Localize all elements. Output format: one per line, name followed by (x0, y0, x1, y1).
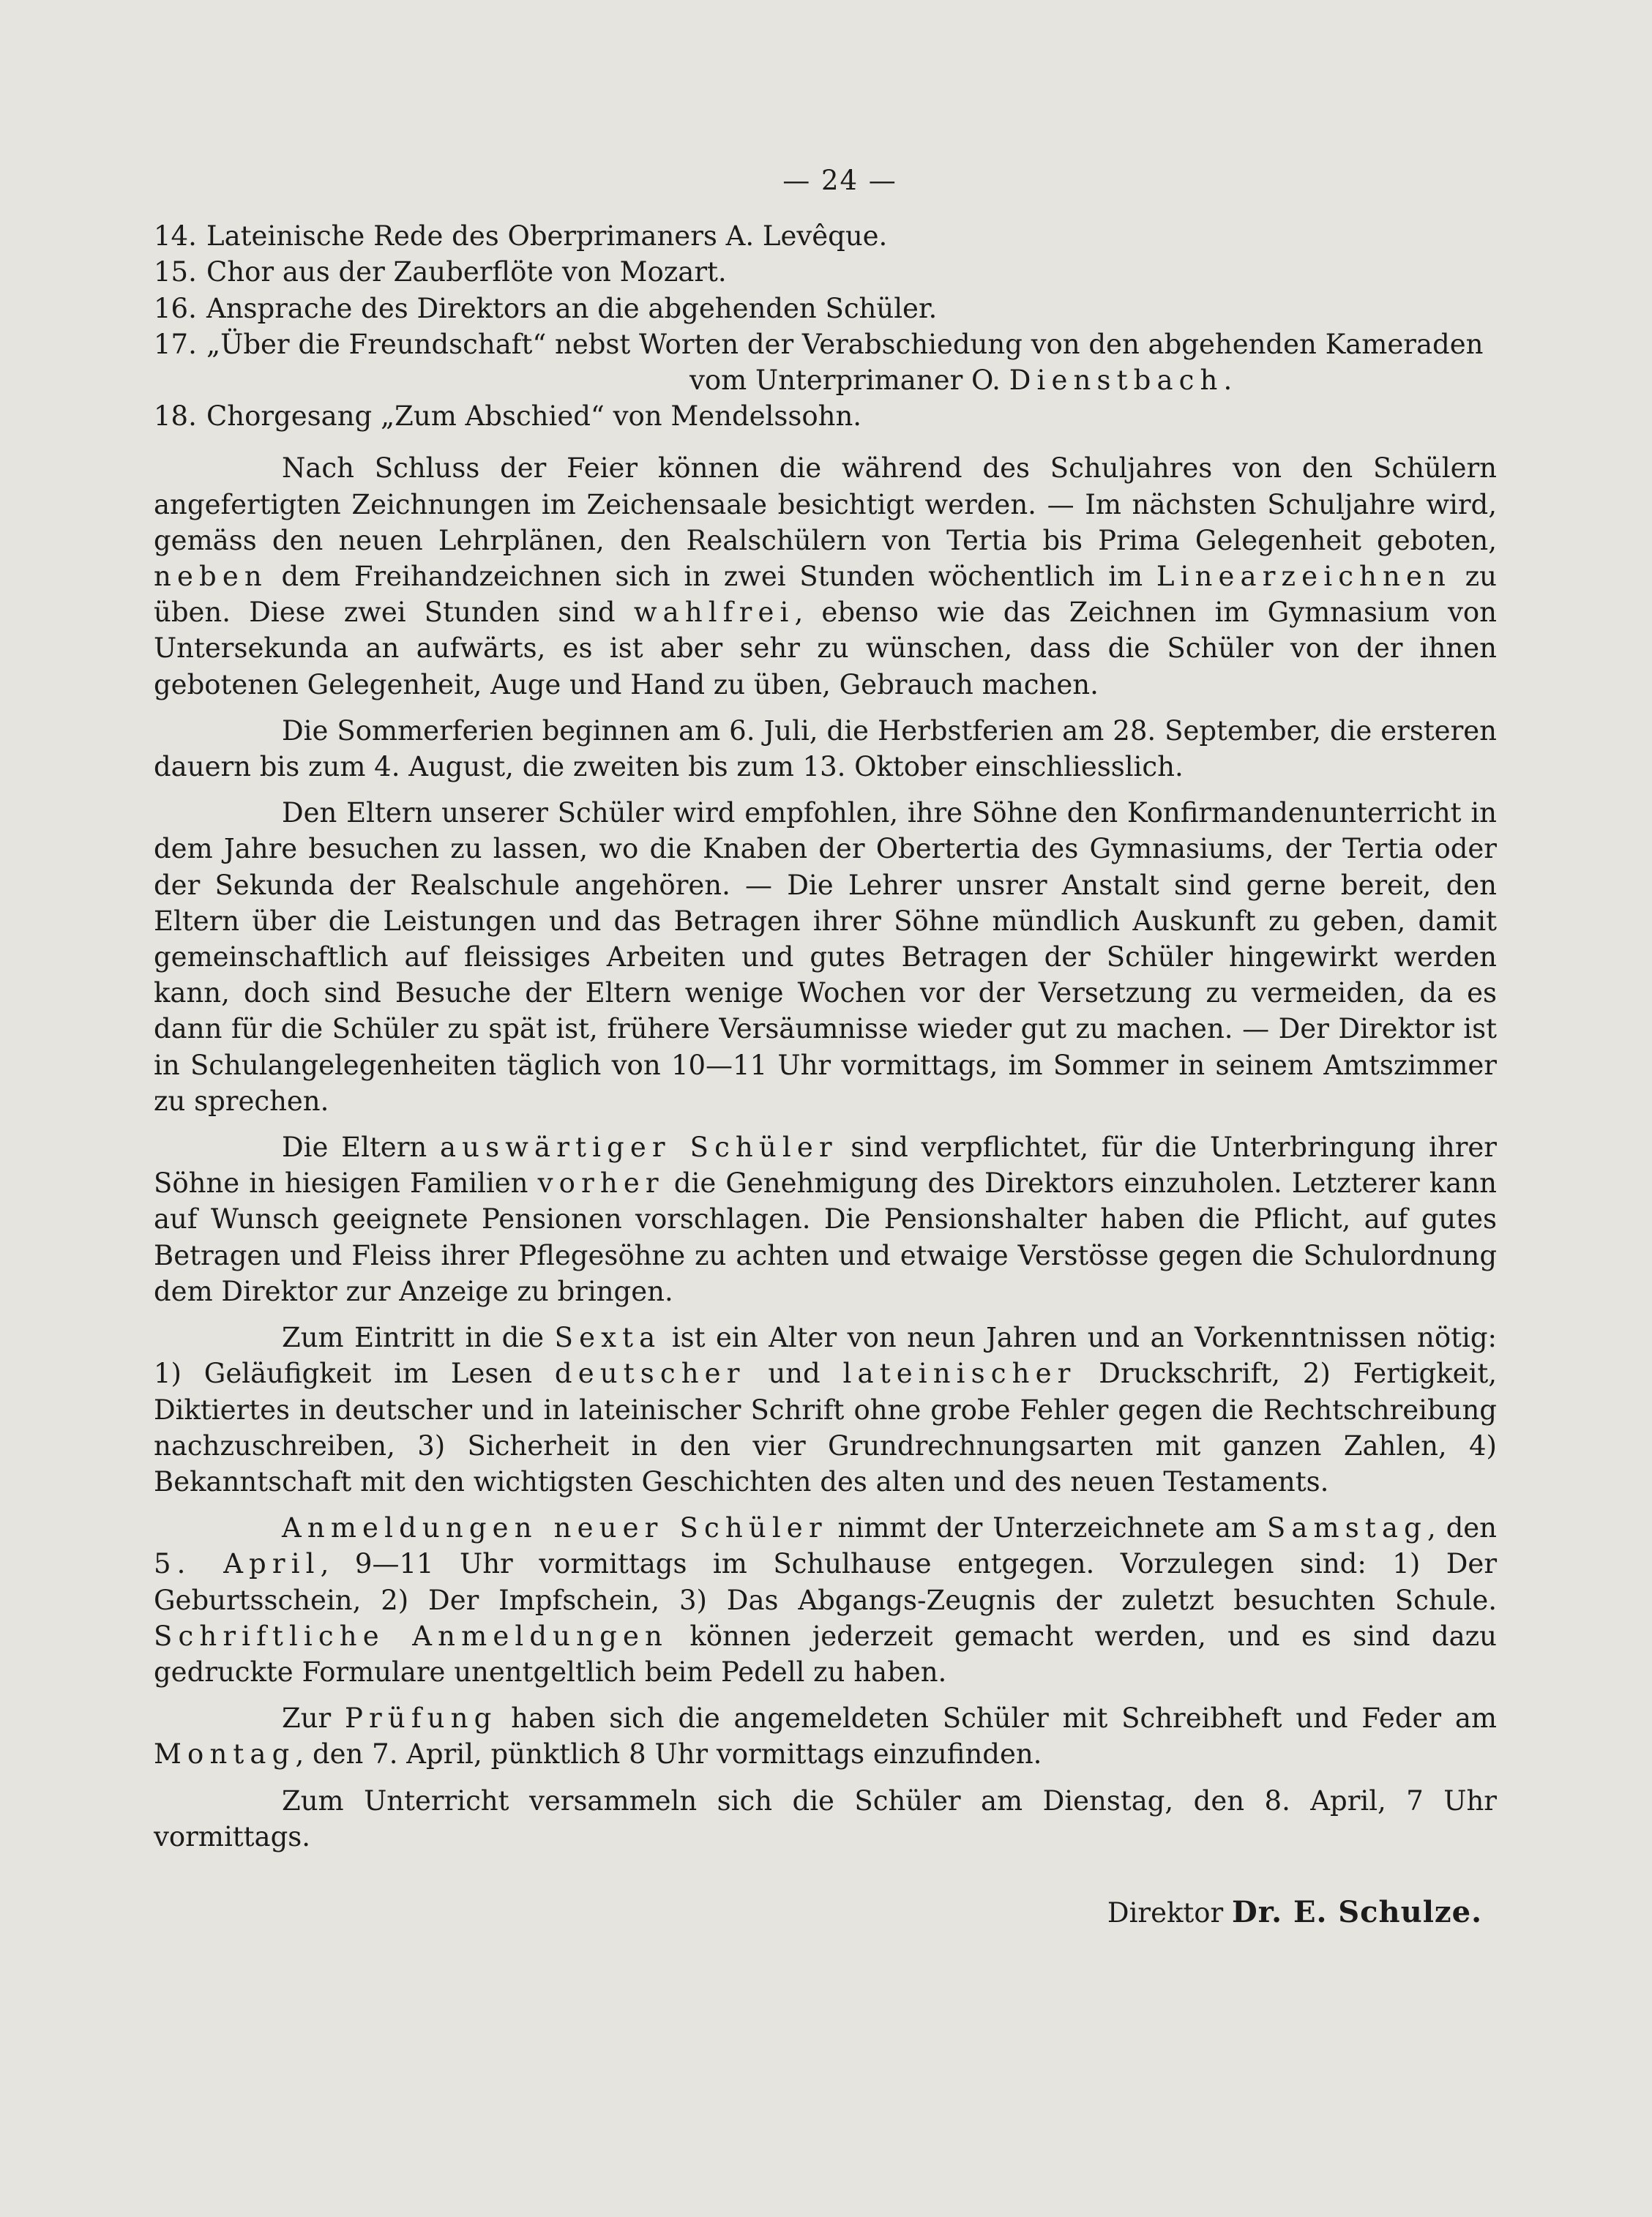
signature (154, 1894, 1497, 1931)
program-item-number: 15. (154, 256, 197, 288)
program-item-number: 16. (154, 292, 197, 324)
spaced-emphasis: Prüfung (344, 1702, 498, 1735)
paragraph-lessons-start: Zum Unterricht versammeln sich die Schüler am Dienstag, den 8. April, 7 Uhr vormittags. (154, 1784, 1497, 1853)
spaced-emphasis: vorher (537, 1167, 665, 1200)
signature-title: Direktor (1107, 1896, 1224, 1929)
paragraph-registration (154, 1510, 1497, 1690)
text-run: Druckschrift, 2) Fertigkeit, Diktiertes in deutscher und in lateinischer Schrift ohne grobe Fehler gegen die Rechtschreibung nachzuschreiben, 3) Sicherheit in den vier Grundrechnungsarten mit ganzen Zahlen, 4) Bekanntschaft mit den wichtigsten Geschichten des alten und des neuen Testaments. (154, 1358, 1497, 1498)
spaced-name: Dienstbach (1009, 364, 1224, 397)
paragraph-drawings (154, 450, 1497, 702)
signature-name: Dr. E. Schulze. (1232, 1894, 1482, 1929)
spaced-emphasis: Linearzeichnen (1156, 561, 1451, 593)
continuation-text: vom Unterprimaner O. (689, 364, 1009, 397)
program-item-text: Ansprache des Direktors an die abgehenden Schüler. (206, 292, 938, 324)
program-item-text: Lateinische Rede des Oberprimaners A. Levêque. (206, 220, 888, 253)
program-item (154, 254, 1497, 290)
text-run: , den (1427, 1512, 1497, 1544)
spaced-emphasis: auswärtiger Schüler (439, 1132, 838, 1164)
program-item (154, 398, 1497, 434)
spaced-emphasis: Schriftliche Anmeldungen (154, 1620, 668, 1652)
program-item (154, 218, 1497, 254)
text-run: nimmt der Unterzeichnete am (827, 1512, 1267, 1544)
paragraph-boarding (154, 1129, 1497, 1309)
program-list (154, 218, 1497, 434)
spaced-emphasis: deutscher (554, 1358, 746, 1390)
text-run: sind verpflichtet, für die Unterbringung ihrer Söhne in hiesigen Familien (154, 1132, 1497, 1200)
paragraph-admission-requirements (154, 1320, 1497, 1500)
program-item-number: 18. (154, 400, 197, 433)
text-run: Zur (282, 1702, 345, 1735)
spaced-emphasis: lateinischer (842, 1358, 1077, 1390)
spaced-emphasis: Anmeldungen neuer Schüler (282, 1512, 828, 1544)
text-run: Zum Eintritt in die (282, 1322, 555, 1354)
text-run: zu üben. Diese zwei Stunden sind (154, 561, 1497, 629)
text-run: , ebenso wie das Zeichnen im Gymnasium von Untersekunda an aufwärts, es ist aber sehr zu wünschen, dass die Schüler von der ihnen gebotenen Gelegenheit, Auge und Hand zu üben, Gebrauch machen. (154, 597, 1497, 700)
text-run: Die Eltern (282, 1132, 440, 1164)
program-item (154, 291, 1497, 326)
text-run: haben sich die angemeldeten Schüler mit Schreibheft und Feder am (497, 1702, 1497, 1735)
text-run: dem Freihandzeichnen sich in zwei Stunden wöchentlich im (267, 561, 1156, 593)
paragraph-parents: Den Eltern unserer Schüler wird empfohlen, ihre Söhne den Konfirmandenunterricht in dem Jahre besuchen zu lassen, wo die Knaben der Obertertia des Gymnasiums, der Tertia oder der Sekunda der Realschule angehören. — Die Lehrer unsrer Anstalt sind gerne bereit, den Eltern über die Leistungen und das Betragen ihrer Söhne mündlich Auskunft zu geben, damit gemeinschaftlich auf fleissiges Arbeiten und gutes Betragen der Schüler hingewirkt werden kann, doch sind Besuche der Eltern wenige Wochen vor der Versetzung zu vermeiden, da es dann für die Schüler zu spät ist, frühere Versäumnisse wieder gut zu machen. — Der Direktor ist in Schulangelegenheiten täglich von 10—11 Uhr vormittags, im Sommer in seinem Amtszimmer zu sprechen. (154, 797, 1497, 1117)
paragraph-examination (154, 1700, 1497, 1772)
spaced-emphasis: Montag (154, 1738, 296, 1771)
program-item-number: 14. (154, 220, 197, 253)
text-run: Nach Schluss der Feier können die während des Schuljahres von den Schülern angefertigten Zeichnungen im Zeichensaale besichtigt werden. — Im nächsten Schuljahre wird, gemäss den neuen Lehrplänen, den Realschülern von Tertia bis Prima Gelegenheit geboten, (154, 452, 1497, 556)
spaced-emphasis: 5. April (154, 1548, 321, 1580)
spaced-emphasis: Samstag (1266, 1512, 1427, 1544)
program-item (154, 326, 1497, 398)
spaced-emphasis: neben (154, 561, 268, 593)
page-number: — 24 — (782, 165, 897, 196)
program-item-number: 17. (154, 328, 197, 360)
program-item-text: Chorgesang „Zum Abschied“ von Mendelssohn. (206, 400, 862, 433)
spaced-emphasis: wahlfrei (633, 597, 795, 629)
paragraph-holidays: Die Sommerferien beginnen am 6. Juli, die Herbstferien am 28. September, die ersteren dauern bis zum 4. August, die zweiten bis zum 13. Oktober einschliesslich. (154, 714, 1497, 783)
text-run: können jederzeit gemacht werden, und es sind dazu gedruckte Formulare unentgeltlich beim Pedell zu haben. (154, 1620, 1498, 1688)
program-item-text (206, 326, 1497, 398)
text-run: ist ein Alter von neun Jahren und an Vorkenntnissen nötig: 1) Geläufigkeit im Lesen (154, 1322, 1497, 1390)
spaced-emphasis: Sexta (554, 1322, 662, 1354)
text-run: die Genehmigung des Direktors einzuholen. Letzterer kann auf Wunsch geeignete Pensionen vorschlagen. Die Pensionshalter haben die Pflicht, auf gutes Betragen und Fleiss ihrer Pflegesöhne zu achten und etwaige Verstösse gegen die Schulordnung dem Direktor zur Anzeige zu bringen. (154, 1167, 1497, 1307)
program-item-continuation (206, 362, 1497, 398)
continuation-end: . (1223, 364, 1233, 397)
text-run: und (745, 1358, 843, 1390)
text-run: , 9—11 Uhr vormittags im Schulhause entgegen. Vorzulegen sind: 1) Der Geburtsschein, 2) Der Impfschein, 3) Das Abgangs-Zeugnis der zuletzt besuchten Schule. (154, 1548, 1498, 1616)
text-block (154, 162, 1497, 1931)
program-item-text: Chor aus der Zauberflöte von Mozart. (206, 256, 727, 288)
text-run: , den 7. April, pünktlich 8 Uhr vormittags einzufinden. (295, 1738, 1042, 1771)
program-item-text-line: „Über die Freundschaft“ nebst Worten der Verabschiedung von den abgehenden Kameraden (206, 328, 1484, 360)
